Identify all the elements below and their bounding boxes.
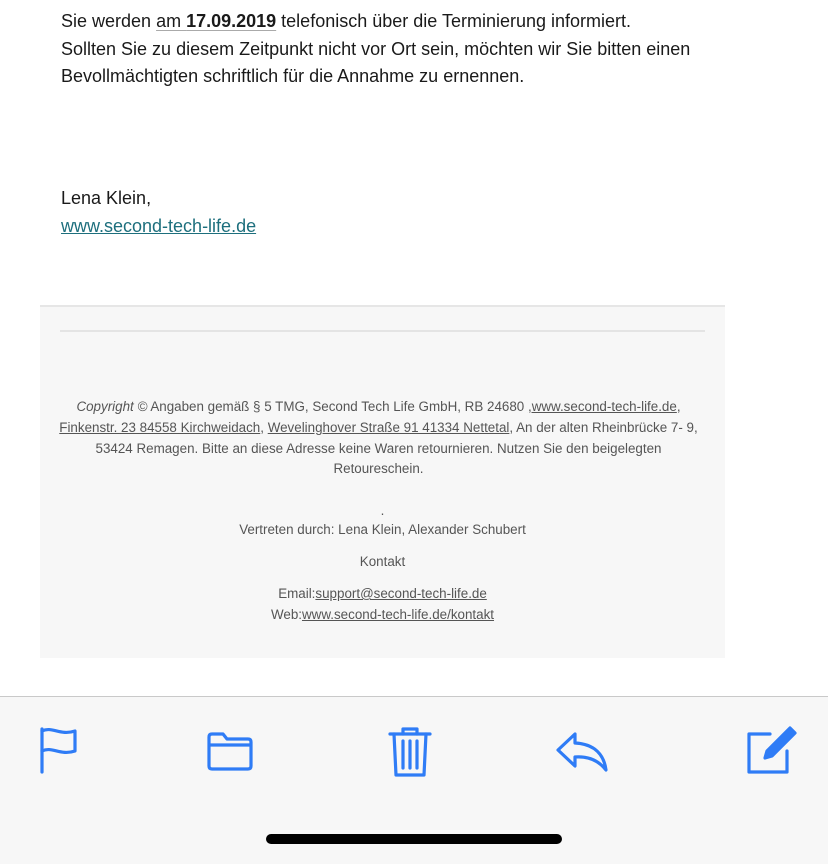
contact-page-link[interactable]: www.second-tech-life.de/kontakt [301,607,495,622]
mail-toolbar [0,696,828,864]
signature-name: Lena Klein, [61,188,152,208]
flag-button[interactable] [38,725,80,775]
appointment-date: 17.09.2019 [186,11,277,31]
compose-icon [746,725,798,775]
notice-line-3: Bevollmächtigten schriftlich für die Annahme zu ernennen. [61,66,525,86]
represented-by: Vertreten durch: Lena Klein, Alexander Schubert [239,522,526,537]
contact-email [40,586,725,601]
compose-button[interactable] [746,725,798,775]
move-to-folder-button[interactable] [206,731,254,771]
legal-notice [58,397,699,480]
delete-button[interactable] [388,726,432,778]
signature-website-link[interactable]: www.second-tech-life.de [61,216,257,236]
notice-line-1 [61,8,801,36]
trash-icon [388,726,432,778]
reply-button[interactable] [555,731,609,773]
address-link-kirchweidach[interactable]: Finkenstr. 23 84558 Kirchweidach [59,419,261,435]
notice-text: Sie werden [61,11,157,31]
separator: , [676,399,681,414]
email-body [61,8,801,91]
support-email-link[interactable]: support@second-tech-life.de [315,586,487,601]
footer-divider [60,330,705,332]
date-link[interactable] [156,11,276,31]
email-footer [40,305,725,658]
home-indicator[interactable] [266,834,562,844]
separator: , [260,419,268,435]
signature [61,184,256,240]
address-link-nettetal[interactable]: Wevelinghover Straße 91 41334 Nettetal [267,419,510,435]
notice-text-end: telefonisch über die Terminierung informiert. [276,11,632,31]
contact-web [40,607,725,622]
notice-line-2: Sollten Sie zu diesem Zeitpunkt nicht vor Ort sein, möchten wir Sie bitten einen [61,38,691,59]
reply-icon [555,731,609,773]
date-prefix: am [156,11,187,31]
footer-website-link[interactable]: ,www.second-tech-life.de [527,399,677,414]
contact-heading: Kontakt [359,554,406,569]
footer-dot: . [380,503,385,518]
copyright-label: Copyright © [76,399,148,414]
return-address-text: , An der alten Rheinbrücke 7- 9, 53424 Remagen. Bitte an diese Adresse keine Waren retournieren. Nutzen Sie den beigelegten Retoureschein. [95,419,698,477]
web-label: Web: [270,607,302,622]
legal-text: Angaben gemäß § 5 TMG, Second Tech Life GmbH, RB 24680 [147,399,528,414]
email-label: Email: [278,586,316,601]
flag-icon [38,725,80,775]
folder-icon [206,731,254,771]
